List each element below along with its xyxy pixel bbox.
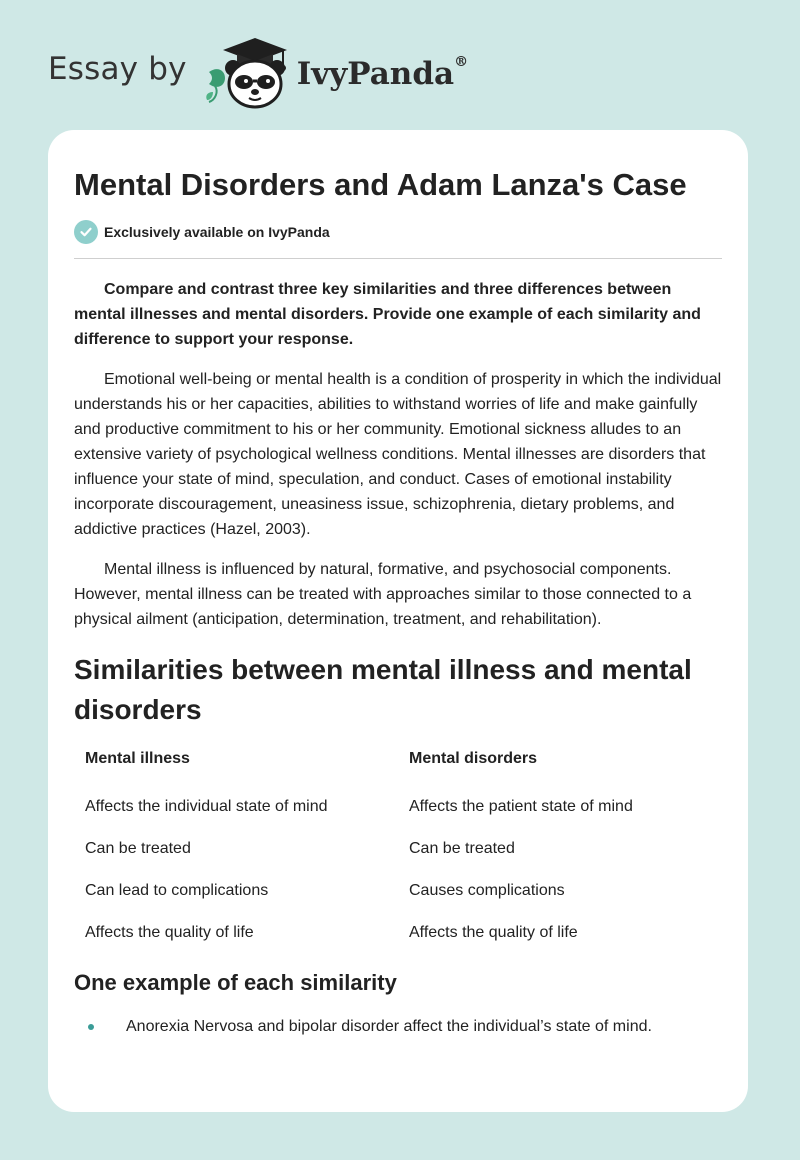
table-header-row (74, 750, 722, 786)
table-cell: Affects the quality of life (85, 924, 254, 941)
list-item-text: Anorexia Nervosa and bipolar disorder affect the individual’s state of mind. (126, 1018, 652, 1035)
table-cell: Affects the individual state of mind (85, 798, 328, 815)
check-circle-icon (74, 220, 98, 244)
table-cell: Causes complications (409, 882, 565, 899)
registered-mark: ® (454, 54, 469, 70)
table-cell: Can lead to complications (85, 882, 269, 899)
table-row (74, 912, 722, 954)
essay-card (48, 130, 748, 1112)
similarities-table (74, 750, 722, 954)
exclusive-badge (74, 220, 722, 259)
table-row (74, 870, 722, 912)
table-row (74, 828, 722, 870)
table-cell: Affects the quality of life (409, 924, 578, 941)
panda-logo-icon (203, 32, 295, 112)
column-header: Mental disorders (409, 750, 538, 767)
subheading: One example of each similarity (74, 970, 397, 995)
section-heading: Similarities between mental illness and mental disorders (74, 654, 692, 725)
bullet-icon (88, 1024, 94, 1030)
list-item (74, 1014, 722, 1039)
example-list (74, 1014, 722, 1039)
essay-title: Mental Disorders and Adam Lanza's Case (74, 167, 687, 202)
brand-prefix: Essay by (48, 51, 187, 87)
brand-name (297, 56, 468, 92)
essay-question: Compare and contrast three key similarities and three differences between mental illnesses and mental disorders. Provide one example of each similarity and difference to support your response. (74, 281, 701, 348)
body-paragraph: Emotional well-being or mental health is a condition of prosperity in which the individual understands his or her capacities, abilities to withstand worries of life and make gainfully and productive commitment to his or her community. Emotional sickness alludes to an extensive variety of psychological wellness conditions. Mental illnesses are disorders that influence your state of mind, speculation, and conduct. Cases of emotional instability incorporate discouragement, uneasiness issue, schizophrenia, dietary problems, and addictive practices (Hazel, 2003). (74, 371, 722, 538)
table-cell: Affects the patient state of mind (409, 798, 633, 815)
table-cell: Can be treated (85, 840, 191, 857)
body-paragraph: Mental illness is influenced by natural, formative, and psychosocial components. However, mental illness can be treated with approaches similar to those connected to a physical ailment (anticipation, determination, treatment, and rehabilitation). (74, 561, 692, 628)
exclusive-label: Exclusively available on IvyPanda (104, 224, 330, 240)
column-header: Mental illness (85, 750, 190, 767)
table-cell: Can be treated (409, 840, 515, 857)
brand-name-text: IvyPanda (296, 56, 455, 92)
table-row (74, 786, 722, 828)
brand-header (48, 32, 468, 112)
